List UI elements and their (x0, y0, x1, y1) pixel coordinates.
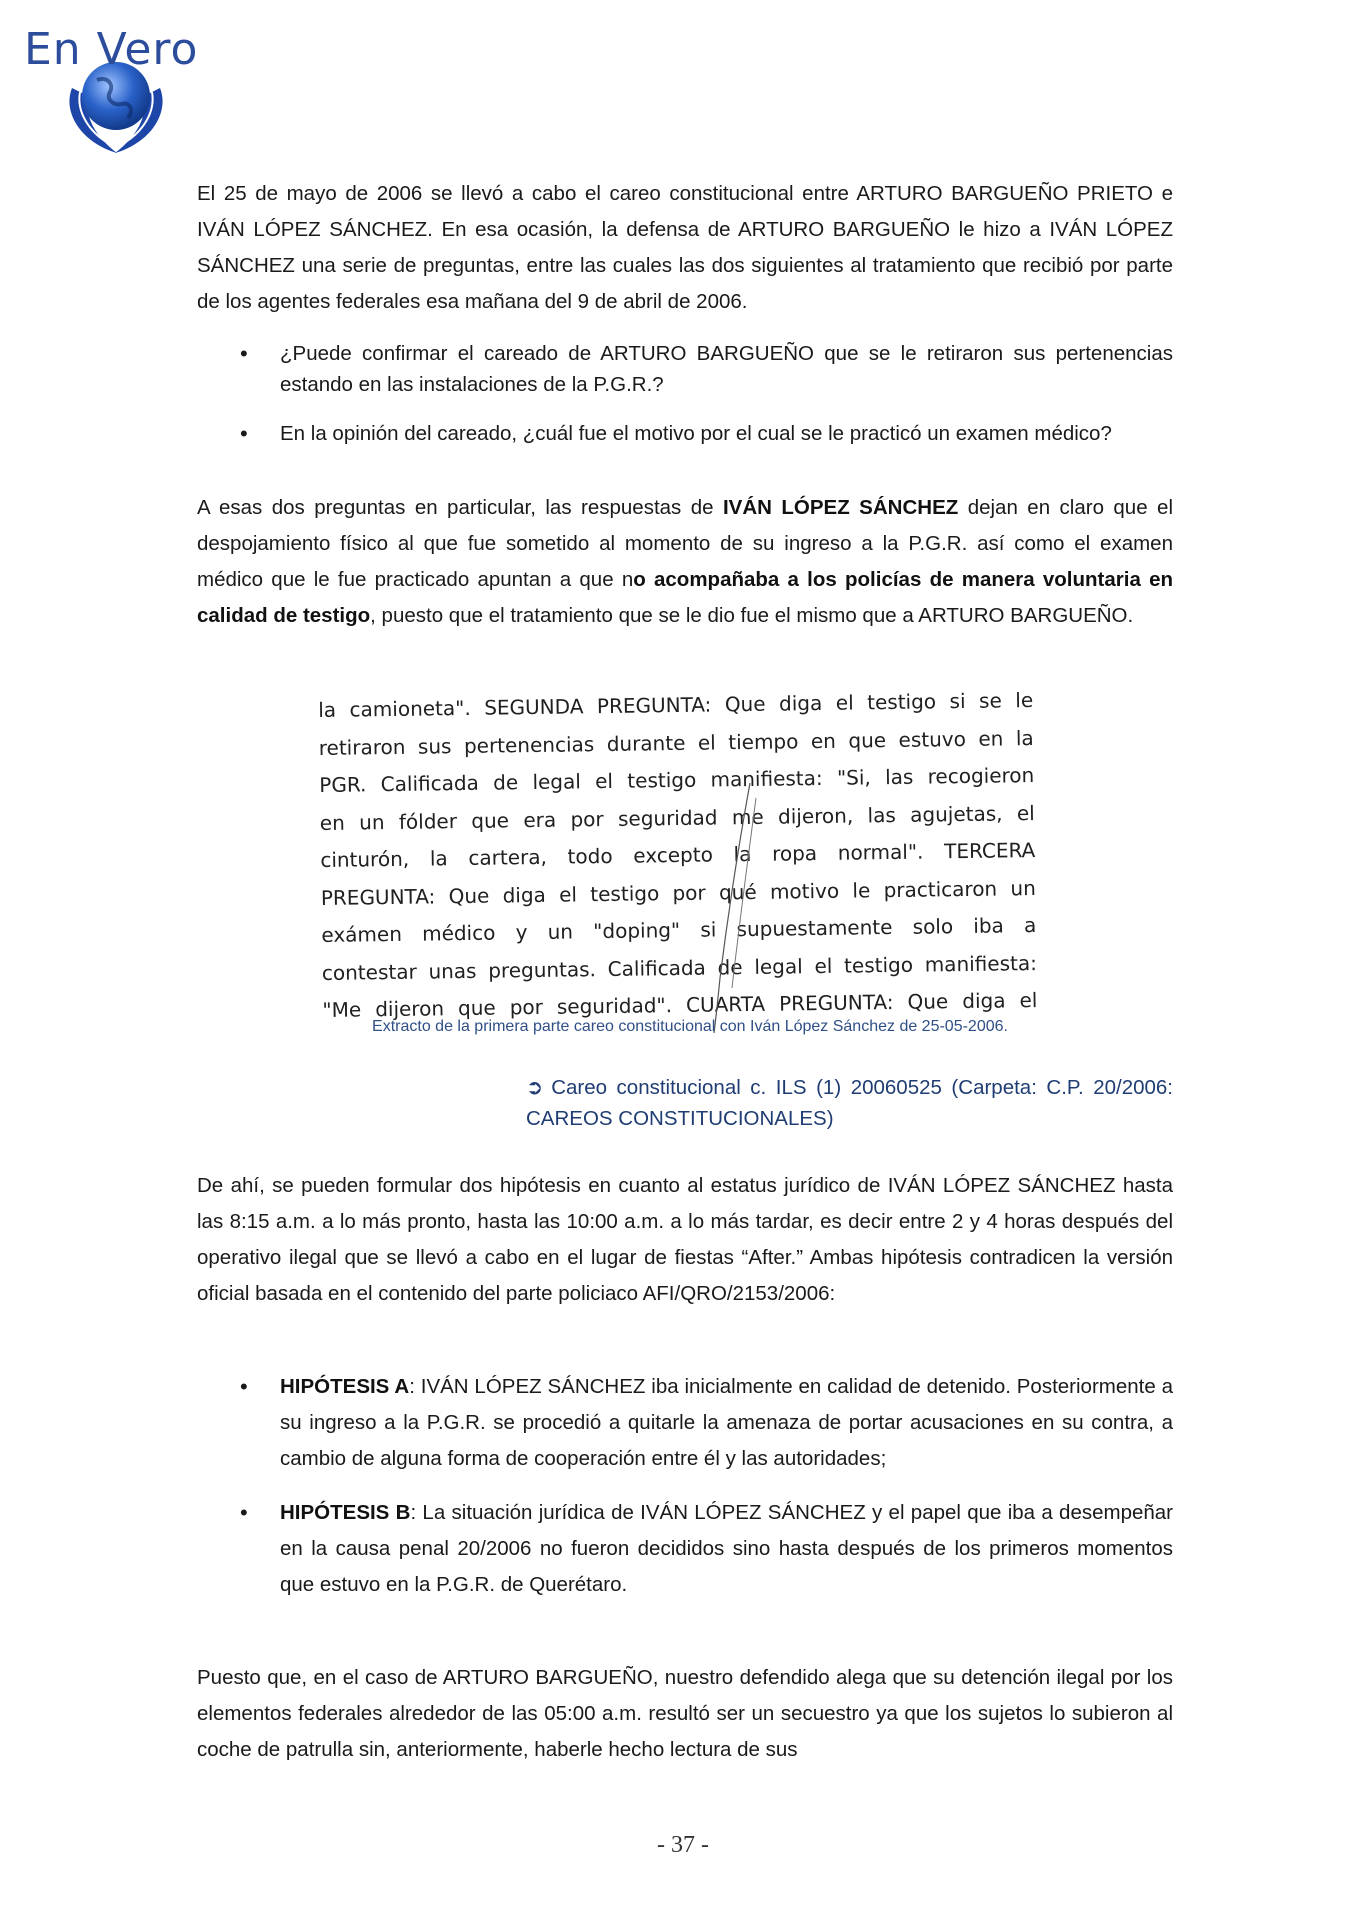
hypotheses-intro: De ahí, se pueden formular dos hipótesis en cuanto al estatus jurídico de IVÁN LÓPEZ SÁNCHEZ hasta las 8:15 a.m. a lo más pronto, hasta las 10:00 a.m. a lo más tardar, es decir entre 2 y 4 horas después del operativo ilegal que se llevó a cabo en el lugar de fiestas “After.” Ambas hipótesis contradicen la versión oficial basada en el contenido del parte policiaco AFI/QRO/2153/2006: (197, 1174, 1173, 1305)
question-item: • En la opinión del careado, ¿cuál fue el motivo por el cual se le practicó un examen médico? (197, 418, 1173, 449)
hypothesis-text: : La situación jurídica de IVÁN LÓPEZ SÁNCHEZ y el papel que iba a desempeñar en la causa penal 20/2006 no fueron decididos sino hasta después de los primeros momentos que estuvo en la P.G.R. de Querétaro. (280, 1501, 1173, 1596)
hypothesis-label: HIPÓTESIS B (280, 1501, 411, 1524)
scan-line: PGR. Calificada de legal el testigo manifiesta: "Si, las recogieron (319, 763, 1035, 797)
scan-line: retiraron sus pertenencias durante el tiempo en que estuvo en la (318, 725, 1034, 760)
closing-paragraph: Puesto que, en el caso de ARTURO BARGUEÑO, nuestro defendido alega que su detención ilegal por los elementos federales alrededor de las 05:00 a.m. resultó ser un secuestro ya que los sujetos lo subieron al coche de patrulla sin, anteriormente, haberle hecho lectura de sus (197, 1666, 1173, 1761)
scan-line: PREGUNTA: Que diga el testigo por qué motivo le practicaron un (320, 875, 1036, 910)
scan-line: "Me dijeron que por seguridad". CUARTA PREGUNTA: Que diga el (322, 987, 1038, 1022)
hypothesis-label: HIPÓTESIS A (280, 1375, 410, 1398)
page-number: - 37 - (657, 1832, 709, 1858)
answer-paragraph (197, 490, 1173, 634)
hypotheses-section (197, 1369, 1173, 1621)
envero-logo (22, 18, 212, 158)
scan-line: contestar unas preguntas. Calificada de legal el testigo manifiesta: (321, 950, 1038, 985)
scan-line: exámen médico y un "doping" si supuestamente solo iba a (321, 912, 1037, 947)
answer-bold-1: IVÁN LÓPEZ SÁNCHEZ (722, 496, 959, 519)
questions-section (197, 338, 1173, 467)
hypothesis-item (197, 1495, 1173, 1603)
answer-text-3: , puesto que el tratamiento que se le dio fue el mismo que a ARTURO BARGUEÑO. (370, 604, 1134, 627)
intro-section (197, 176, 1173, 320)
arrow-icon: ➲ (526, 1076, 544, 1099)
intro-paragraph: El 25 de mayo de 2006 se llevó a cabo el careo constitucional entre ARTURO BARGUEÑO PRIETO e IVÁN LÓPEZ SÁNCHEZ. En esa ocasión, la defensa de ARTURO BARGUEÑO le hizo a IVÁN LÓPEZ SÁNCHEZ una serie de preguntas, entre las cuales las dos siguientes al tratamiento que recibió por parte de los agentes federales esa mañana del 9 de abril de 2006. (197, 182, 1173, 313)
logo-text: En Vero (24, 24, 199, 75)
scan-line: cinturón, la cartera, todo excepto la ropa normal". TERCERA (320, 838, 1036, 872)
hypothesis-text: : IVÁN LÓPEZ SÁNCHEZ iba inicialmente en calidad de detenido. Posteriormente a su ingreso a la P.G.R. se procedió a quitarle la amenaza de portar acusaciones en su contra, a cambio de alguna forma de cooperación entre él y las autoridades; (280, 1375, 1173, 1470)
reference-text: Careo constitucional c. ILS (1) 20060525 (Carpeta: C.P. 20/2006: CAREOS CONSTITUCIONALES) (526, 1076, 1173, 1130)
scanned-excerpt-image (318, 682, 1063, 1032)
answer-bold-2: o acompañaba a los policías de manera voluntaria en calidad de testigo (197, 568, 1173, 627)
answer-text-2: dejan en claro que el despojamiento físico al que fue sometido al momento de su ingreso a la P.G.R. así como el examen médico que le fue practicado apuntan a que n (197, 496, 1174, 591)
scan-line: la camioneta". SEGUNDA PREGUNTA: Que diga el testigo si se le (318, 688, 1034, 722)
answer-text-1: A esas dos preguntas en particular, las respuestas de (197, 496, 723, 519)
hypotheses-intro-section (197, 1168, 1173, 1312)
pen-mark (710, 778, 770, 1038)
source-reference[interactable] (526, 1072, 1173, 1134)
closing-section (197, 1660, 1173, 1768)
question-item: • ¿Puede confirmar el careado de ARTURO BARGUEÑO que se le retiraron sus pertenencias estando en las instalaciones de la P.G.R.? (197, 338, 1173, 400)
image-caption: Extracto de la primera parte careo constitucional con Iván López Sánchez de 25-05-2006. (372, 1018, 1008, 1035)
answer-section (197, 490, 1173, 634)
scan-line: en un fólder que era por seguridad me dijeron, las agujetas, el (319, 800, 1035, 835)
hypothesis-item (197, 1369, 1173, 1477)
